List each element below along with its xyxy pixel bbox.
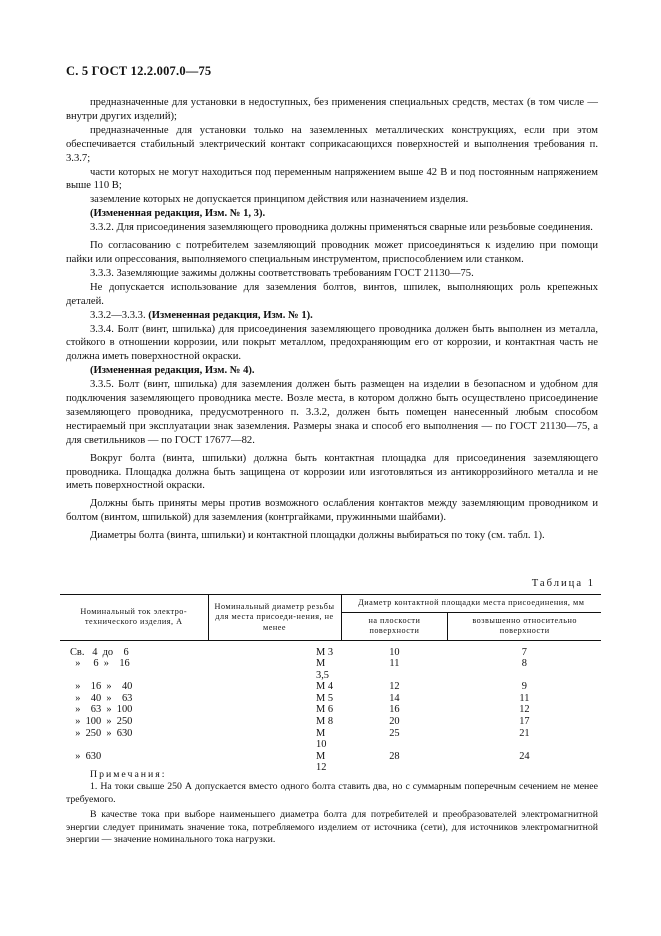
paragraph-text: 3.3.3. Заземляющие зажимы должны соответствовать требованиям ГОСТ 21130—75. (90, 267, 474, 279)
body-text (66, 96, 598, 543)
page-header: С. 5 ГОСТ 12.2.007.0—75 (66, 64, 212, 78)
cell-current: » 63 » 100 (70, 704, 133, 716)
paragraph-text: Должны быть приняты меры против возможного ослабления контактов между заземляющим проводником и болтом (винтом, шпилькой) для заземления (контргайками, пружинными шайбами). (66, 498, 598, 524)
paragraph (66, 124, 598, 166)
cell-raised: 21 (519, 727, 530, 739)
table-header-raised: возвышенно относительно поверхности (448, 612, 601, 640)
cell-thread: М 4 (316, 681, 334, 693)
paragraph (66, 364, 598, 378)
cell-flat: 25 (389, 727, 400, 739)
cell-current: » 250 » 630 (70, 727, 133, 739)
table-row (60, 704, 601, 716)
table-row (60, 681, 601, 693)
paragraph-text: предназначенные для установки только на заземленных металлических конструкциях, если при этом обеспечивается стабильный электрический контакт соприкасающихся поверхностей и выполнения требования п. 3.3.7; (66, 124, 598, 164)
table-row (60, 640, 601, 658)
cell-thread: М 10 (316, 727, 327, 751)
cell-flat: 11 (389, 658, 400, 670)
paragraph (66, 166, 598, 194)
paragraph-text: предназначенные для установки в недоступных, без применения специальных средств, местах (в том числе — внутри других изделий); (66, 97, 598, 122)
cell-raised: 24 (519, 750, 530, 762)
cell-raised: 11 (519, 692, 530, 704)
paragraph (66, 378, 598, 448)
paragraph-text: Вокруг болта (винта, шпильки) должна быть контактная площадка для присоединения заземляющего проводника. Площадка должна быть защищена от коррозии или изготовляться из антикоррозийного металла и не иметь поверхностной окраски. (66, 452, 598, 492)
paragraph (66, 323, 598, 365)
paragraph-text: заземление которых не допускается принципом действия или назначением изделия. (90, 194, 469, 206)
paragraph (66, 207, 598, 221)
cell-current: Св. 4 до 6 (70, 646, 129, 658)
cell-flat: 10 (389, 646, 400, 658)
table-header-current: Номинальный ток электро-технического изделия, А (60, 595, 208, 641)
table-row (60, 716, 601, 728)
paragraph-text: 3.3.4. Болт (винт, шпилька) для присоединения заземляющего проводника должен быть выполнен из металла, стойкого в отношении коррозии, или покрыт металлом, предохраняющим его от коррозии, и контактная часть не должна иметь поверхностной окраски. (66, 323, 598, 363)
notes-title: Примечания: (90, 769, 167, 780)
paragraph-text: (Измененная редакция, Изм. № 1). (148, 309, 313, 321)
paragraph-text: 3.3.2. Для присоединения заземляющего проводника должны применяться сварные или резьбовые соединения. (90, 222, 593, 234)
cell-current: » 630 (70, 750, 102, 762)
paragraph-prefix: 3.3.2—3.3.3. (90, 309, 149, 321)
paragraph (66, 281, 598, 309)
cell-raised: 7 (521, 646, 527, 658)
paragraph (66, 96, 598, 124)
current-diameter-table (60, 594, 601, 776)
table-row (60, 693, 601, 705)
paragraph-text: (Измененная редакция, Изм. № 4). (90, 365, 255, 377)
cell-current: » 16 » 40 (70, 681, 133, 693)
paragraph (66, 529, 598, 543)
cell-raised: 8 (521, 658, 527, 670)
table-header-thread: Номинальный диаметр резьбы для места присоеди-нения, не менее (208, 595, 341, 641)
paragraph (66, 267, 598, 281)
cell-flat: 12 (389, 681, 400, 693)
paragraph-text: Не допускается использование для заземления болтов, винтов, шпилек, выполняющих роль крепежных деталей. (66, 281, 598, 307)
cell-thread: М 6 (316, 704, 334, 716)
table-header-pad-diameter: Диаметр контактной площадки места присоединения, мм (341, 595, 601, 613)
cell-raised: 17 (519, 716, 530, 728)
paragraph (66, 452, 598, 494)
cell-current: » 40 » 63 (70, 692, 133, 704)
cell-current: » 6 » 16 (70, 658, 130, 670)
cell-raised: 9 (521, 681, 527, 693)
paragraph (66, 221, 598, 235)
cell-flat: 28 (389, 750, 400, 762)
paragraph-text: части которых не могут находиться под переменным напряжением выше 42 В и под постоянным напряжением выше 110 В; (66, 166, 598, 192)
cell-flat: 14 (389, 692, 400, 704)
cell-thread: М 8 (316, 716, 334, 728)
cell-thread: М 3 (316, 646, 334, 658)
note-item: В качестве тока при выборе наименьшего диаметра болта для потребителей и преобразователей электромагнитной энергии следует принимать значение тока, потребляемого изделием от источника (сети), для источников электромагнитной энергии — значение номинального тока нагрузки. (66, 809, 598, 846)
paragraph-text: (Измененная редакция, Изм. № 1, 3). (90, 208, 266, 220)
table-row (60, 728, 601, 751)
table-row (60, 658, 601, 681)
paragraph (66, 497, 598, 525)
cell-thread: М 5 (316, 692, 334, 704)
paragraph (66, 193, 598, 207)
cell-flat: 16 (389, 704, 400, 716)
paragraph-text: 3.3.5. Болт (винт, шпилька) для заземления должен быть размещен на изделии в безопасном и удобном для подключения заземляющего проводника месте. Возле места, в котором должно быть осуществлено присоединение заземляющего проводника, предусмотренного п. 3.3.2, должен быть помещен нанесенный любым способом нестираемый при эксплуатации знак заземления. Размеры знака и способ его выполнения — по ГОСТ 21130—75, а для светильников — по ГОСТ 17677—82. (66, 379, 598, 446)
table-caption: Таблица 1 (531, 578, 595, 589)
paragraph-text: Диаметры болта (винта, шпильки) и контактной площадки должны выбираться по току (см. табл. 1). (90, 530, 545, 542)
paragraph-text: По согласованию с потребителем заземляющий проводник может присоединяться к изделию при помощи пайки или опрессования, выполняемого специальным инструментом, приспособлением или станком. (66, 240, 598, 265)
cell-thread: М 12 (316, 750, 327, 774)
cell-flat: 20 (389, 716, 400, 728)
paragraph (66, 239, 598, 267)
table-header-flat: на плоскости поверхности (341, 612, 448, 640)
note-item: 1. На токи свыше 250 А допускается вместо одного болта ставить два, но с суммарным поперечным сечением не менее требуемого. (66, 781, 598, 805)
paragraph (66, 309, 598, 323)
cell-raised: 12 (519, 704, 530, 716)
notes (66, 769, 598, 846)
cell-current: » 100 » 250 (70, 716, 133, 728)
cell-thread: М 3,5 (316, 658, 329, 681)
